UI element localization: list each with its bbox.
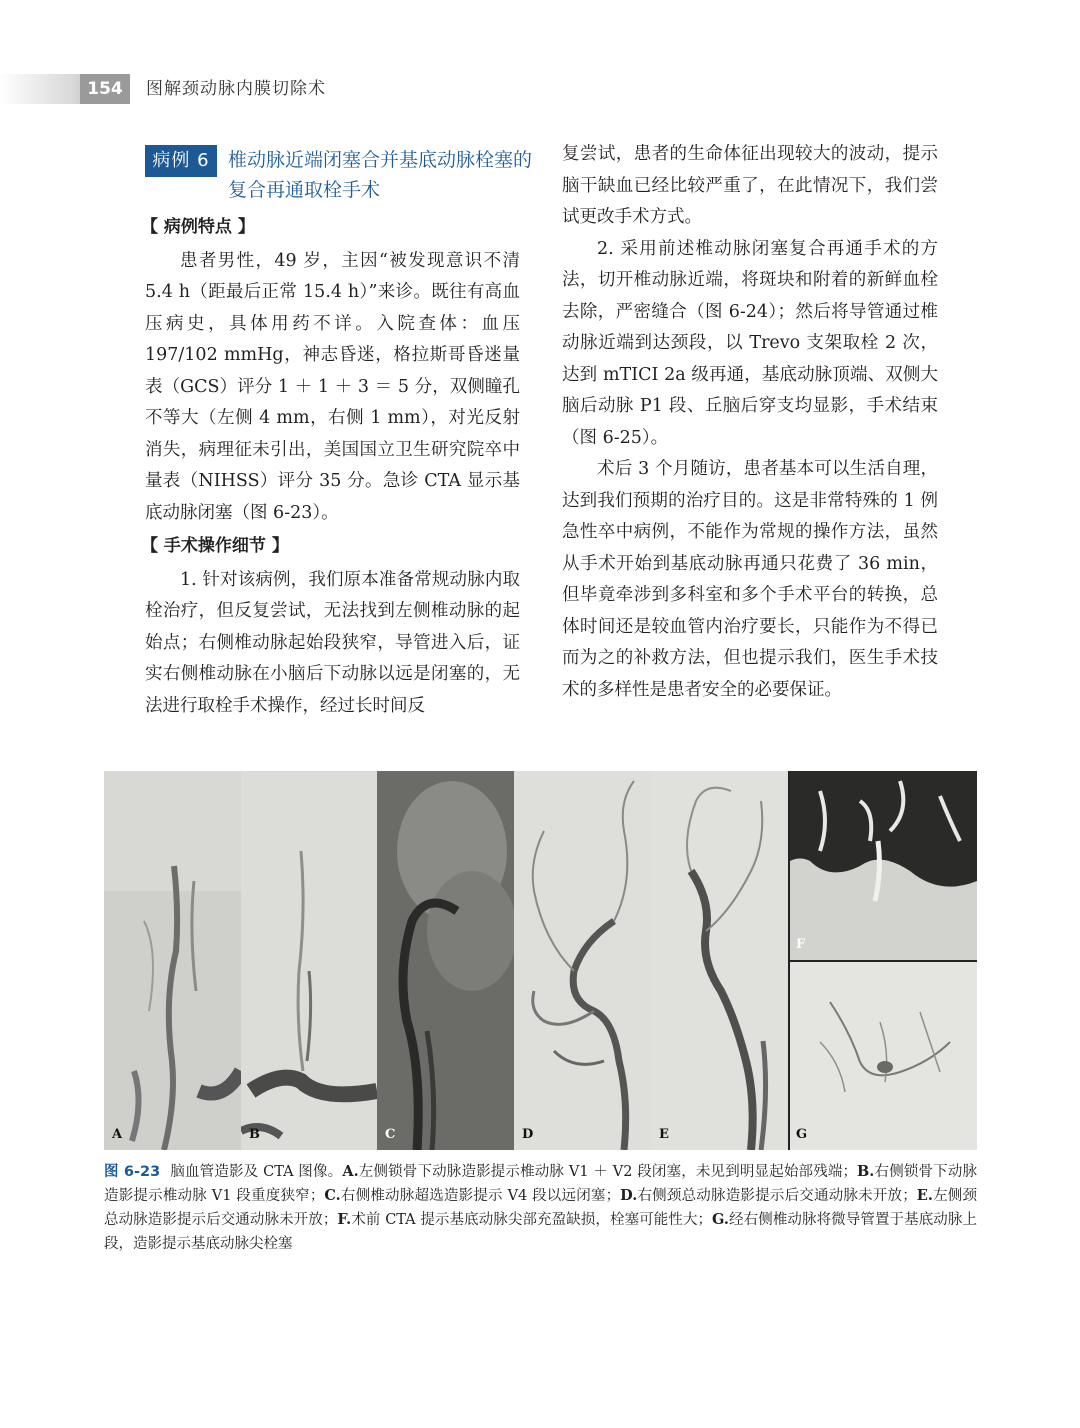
angiogram-a-image	[104, 771, 241, 1150]
section-heading-case-features: 【 病例特点 】	[141, 217, 255, 237]
figure-panel-g	[790, 962, 977, 1150]
caption-letter-c: C.	[324, 1187, 341, 1204]
continued-paragraph: 复尝试，患者的生命体征出现较大的波动，提示脑干缺血已经比较严重了，在此情况下，我们尝试更改手术方式。	[562, 144, 938, 227]
surgical-details-paragraph-1: 1. 针对该病例，我们原本准备常规动脉内取栓治疗，但反复尝试，无法找到左侧椎动脉的起始点；右侧椎动脉起始段狭窄，导管进入后，证实右侧椎动脉在小脑后下动脉以远是闭塞的，无法进行取栓手术操作，经过长时间反	[145, 569, 520, 716]
panel-label-f: F	[796, 937, 806, 952]
angiogram-e-image	[651, 771, 788, 1150]
caption-text-g: 经右侧椎动脉将微导管置于基底动脉上段，造影提示基底动脉尖栓塞	[104, 1212, 977, 1252]
caption-letter-f: F.	[337, 1211, 352, 1228]
caption-letter-g: G.	[712, 1211, 729, 1228]
caption-letter-e: E.	[916, 1187, 933, 1204]
caption-letter-b: B.	[857, 1163, 875, 1180]
angiogram-g-image	[790, 962, 977, 1150]
figure-panel-b	[241, 771, 377, 1150]
panel-label-d: D	[522, 1127, 534, 1142]
angiogram-c-image	[377, 771, 514, 1150]
caption-text-f: 术前 CTA 提示基底动脉尖部充盈缺损，栓塞可能性大；	[351, 1212, 713, 1228]
caption-letter-d: D.	[620, 1187, 638, 1204]
follow-up-paragraph: 术后 3 个月随访，患者基本可以生活自理，达到我们预期的治疗目的。这是非常特殊的 1 例急性卒中病例，不能作为常规的操作方法，虽然从手术开始到基底动脉再通只花费了 36 min，但毕竟牵涉到多科室和多个手术平台的转换，总体时间还是较血管内治疗要长，只能作为不得已而为之的补救方法，但也提示我们，医生手术技术的多样性是患者安全的必要保证。	[562, 459, 938, 700]
caption-text-d: 右侧颈总动脉造影提示后交通动脉未开放；	[637, 1188, 917, 1204]
caption-text-b: 右侧锁骨下动脉造影提示椎动脉 V1 段重度狭窄；	[104, 1164, 978, 1204]
panel-label-c: C	[385, 1127, 396, 1142]
case-badge: 病例 6	[145, 145, 217, 177]
panel-label-b: B	[249, 1127, 260, 1142]
right-column	[562, 139, 938, 706]
figure-panel-a	[104, 771, 241, 1150]
figure-caption	[104, 1160, 977, 1256]
figure-panel-e	[651, 771, 788, 1150]
angiogram-d-image	[514, 771, 651, 1150]
caption-text-a: 左侧锁骨下动脉造影提示椎动脉 V1 ＋ V2 段闭塞，未见到明显起始部残端；	[358, 1164, 858, 1180]
case-features-paragraph: 患者男性，49 岁，主因“被发现意识不清 5.4 h（距最后正常 15.4 h）”来诊。既往有高血压病史，具体用药不详。入院查体：血压 197/102 mmHg，神志昏迷，格拉斯哥昏迷量表（GCS）评分 1 ＋ 1 ＋ 3 ＝ 5 分，双侧瞳孔不等大（左侧 4 mm，右侧 1 mm），对光反射消失，病理征未引出，美国国立卫生研究院卒中量表（NIHSS）评分 35 分。急诊 CTA 显示基底动脉闭塞（图 6-23）。	[145, 250, 520, 523]
panel-label-e: E	[659, 1127, 669, 1142]
caption-intro: 脑血管造影及 CTA 图像。	[170, 1164, 343, 1180]
figure-panel-c	[377, 771, 514, 1150]
panel-label-a: A	[112, 1127, 123, 1142]
running-header	[0, 74, 1080, 104]
book-title: 图解颈动脉内膜切除术	[146, 79, 326, 99]
panel-label-g: G	[796, 1127, 808, 1142]
surgical-details-paragraph-2: 2. 采用前述椎动脉闭塞复合再通手术的方法，切开椎动脉近端，将斑块和附着的新鲜血栓去除，严密缝合（图 6-24）；然后将导管通过椎动脉近端到达颈段，以 Trevo 支架取栓 2 次，达到 mTICI 2a 级再通，基底动脉顶端、双侧大脑后动脉 P1 段、丘脑后穿支均显影，手术结束（图 6-25）。	[562, 238, 938, 448]
left-column	[141, 212, 520, 722]
case-title: 椎动脉近端闭塞合并基底动脉栓塞的复合再通取栓手术	[228, 149, 533, 201]
figure-panel-f	[790, 771, 977, 960]
caption-text-c: 右侧椎动脉超选造影提示 V4 段以远闭塞；	[340, 1188, 621, 1204]
page-number: 154	[80, 74, 130, 104]
angiography-figure	[104, 771, 977, 1150]
caption-number: 图 6-23	[104, 1164, 161, 1180]
caption-text-e: 左侧颈总动脉造影提示后交通动脉未开放；	[104, 1188, 978, 1228]
figure-panel-d	[514, 771, 651, 1150]
caption-letter-a: A.	[342, 1163, 359, 1180]
section-heading-surgical-details: 【 手术操作细节 】	[141, 536, 289, 556]
angiogram-b-image	[241, 771, 377, 1150]
cta-f-image	[790, 771, 977, 960]
